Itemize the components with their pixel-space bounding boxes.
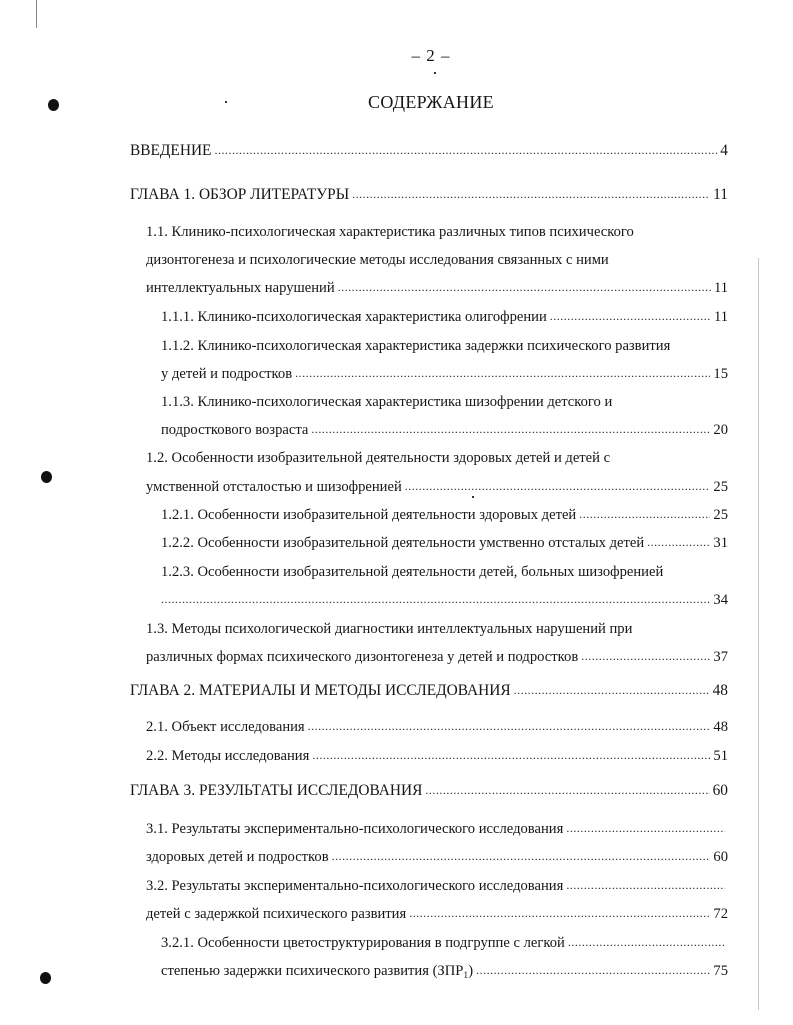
toc-page-number: 72 (713, 906, 728, 922)
toc-entry-label: 1.1.3. Клинико-психологическая характеристика шизофрении детского и (161, 394, 613, 410)
toc-entry-chapter-1[interactable] (130, 186, 728, 204)
closing-paren: ) (468, 963, 474, 979)
toc-page-number: 25 (713, 479, 728, 495)
toc-entry-label: 1.2.1. Особенности изобразительной деятельности здоровых детей (161, 507, 577, 523)
subscript-index: 1 (463, 970, 469, 981)
toc-entry-1-2-3-line-2[interactable] (161, 591, 728, 609)
toc-entry-label: 1.2.3. Особенности изобразительной деятельности детей, больных шизофренией (161, 564, 664, 580)
toc-entry-3-1-line-1[interactable] (146, 820, 728, 838)
toc-entry-1-1-line-3[interactable] (146, 279, 728, 297)
page-number: – 2 – (411, 46, 451, 65)
dot-leader (332, 847, 711, 865)
toc-entry-label: умственной отсталостью и шизофренией (146, 479, 402, 495)
dot-leader (550, 307, 711, 325)
dot-leader (352, 185, 710, 203)
toc-page-number: 60 (712, 782, 728, 799)
dot-leader (566, 876, 725, 894)
toc-entry-label: 1.2. Особенности изобразительной деятельности здоровых детей и детей с (146, 450, 611, 466)
toc-entry-1-1-3-line-1[interactable] (161, 393, 728, 411)
toc-entry-1-2-2[interactable] (161, 534, 728, 552)
toc-entry-2-2[interactable] (146, 747, 728, 765)
toc-entry-chapter-2[interactable] (130, 682, 728, 700)
toc-entry-1-3-line-2[interactable] (146, 648, 728, 666)
toc-entry-text: степенью задержки психического развития (ЗПР (161, 963, 464, 979)
dot-leader (338, 278, 711, 296)
punch-hole-mark (40, 972, 51, 984)
toc-entry-label: дизонтогенеза и психологические методы исследования связанных с ними (146, 252, 609, 268)
toc-entry-label: 1.3. Методы психологической диагностики интеллектуальных нарушений при (146, 621, 633, 637)
scan-edge-line (36, 0, 37, 28)
toc-entry-label: ВВЕДЕНИЕ (130, 142, 212, 159)
scan-edge-line (758, 258, 759, 1010)
punch-hole-mark (41, 471, 52, 483)
dot-leader (514, 681, 710, 699)
dot-leader (409, 904, 710, 922)
toc-entry-3-2-1-line-1[interactable] (161, 934, 728, 952)
dot-leader (312, 746, 710, 764)
toc-entry-label: интеллектуальных нарушений (146, 280, 335, 296)
toc-entry-1-1-2-line-2[interactable] (161, 365, 728, 383)
toc-entry-label: подросткового возраста (161, 422, 309, 438)
toc-entry-label: ГЛАВА 2. МАТЕРИАЛЫ И МЕТОДЫ ИССЛЕДОВАНИЯ (130, 682, 511, 699)
toc-entry-1-3-line-1[interactable] (146, 620, 728, 638)
toc-entry-label: 3.2.1. Особенности цветоструктурирования в подгруппе с легкой (161, 935, 565, 951)
toc-entry-1-1-1[interactable] (161, 308, 728, 326)
toc-entry-label: 2.2. Методы исследования (146, 748, 310, 764)
toc-entry-1-2-line-2[interactable] (146, 478, 728, 496)
toc-entry-label: у детей и подростков (161, 366, 293, 382)
toc-page-number: 11 (713, 186, 728, 203)
scan-speck (434, 72, 436, 74)
toc-entry-1-2-line-1[interactable] (146, 449, 728, 467)
page-title: СОДЕРЖАНИЕ (368, 92, 494, 112)
toc-entry-label: 1.2.2. Особенности изобразительной деятельности умственно отсталых детей (161, 535, 645, 551)
dot-leader (581, 647, 710, 665)
toc-entry-label: 3.1. Результаты экспериментально-психологического исследования (146, 821, 564, 837)
toc-entry-introduction[interactable] (130, 142, 728, 160)
toc-entry-label (161, 962, 473, 982)
toc-page-number: 60 (713, 849, 728, 865)
toc-entry-label: 2.1. Объект исследования (146, 719, 305, 735)
toc-page-number: 34 (713, 592, 728, 608)
toc-page-number: 31 (713, 535, 728, 551)
dot-leader (476, 961, 710, 979)
toc-entry-3-2-line-2[interactable] (146, 905, 728, 923)
toc-page-number: 4 (720, 142, 728, 159)
toc-entry-1-2-1[interactable] (161, 506, 728, 524)
toc-entry-label: различных формах психического дизонтогенеза у детей и подростков (146, 649, 579, 665)
toc-entry-3-2-1-line-2[interactable] (161, 962, 728, 980)
toc-entry-1-1-line-2[interactable] (146, 251, 728, 269)
scan-speck (472, 496, 474, 498)
toc-entry-3-2-line-1[interactable] (146, 877, 728, 895)
dot-leader (311, 420, 710, 438)
toc-entry-1-1-line-1[interactable] (146, 223, 728, 241)
toc-entry-label: ГЛАВА 3. РЕЗУЛЬТАТЫ ИССЛЕДОВАНИЯ (130, 782, 423, 799)
toc-entry-chapter-3[interactable] (130, 782, 728, 800)
dot-leader (647, 533, 710, 551)
toc-entry-3-1-line-2[interactable] (146, 848, 728, 866)
toc-entry-label: 3.2. Результаты экспериментально-психологического исследования (146, 878, 564, 894)
toc-entry-label: 1.1.2. Клинико-психологическая характеристика задержки психического развития (161, 338, 671, 354)
dot-leader (214, 141, 717, 159)
toc-page-number: 37 (713, 649, 728, 665)
toc-page-number: 15 (713, 366, 728, 382)
toc-entry-2-1[interactable] (146, 718, 728, 736)
dot-leader (566, 819, 725, 837)
toc-entry-1-2-3-line-1[interactable] (161, 563, 728, 581)
toc-entry-label: 1.1. Клинико-психологическая характеристика различных типов психического (146, 224, 634, 240)
dot-leader (425, 781, 709, 799)
toc-entry-1-1-3-line-2[interactable] (161, 421, 728, 439)
toc-entry-label: 1.1.1. Клинико-психологическая характеристика олигофрении (161, 309, 547, 325)
toc-page-number: 48 (712, 682, 728, 699)
toc-page-number: 51 (713, 748, 728, 764)
toc-page-number: 25 (713, 507, 728, 523)
dot-leader (308, 717, 711, 735)
toc-page-number: 75 (713, 963, 728, 979)
toc-page-number: 11 (713, 309, 728, 325)
dot-leader (579, 505, 710, 523)
dot-leader (405, 477, 711, 495)
toc-entry-label: здоровых детей и подростков (146, 849, 329, 865)
toc-page-number: 48 (713, 719, 728, 735)
dot-leader (161, 590, 710, 608)
toc-entry-label: ГЛАВА 1. ОБЗОР ЛИТЕРАТУРЫ (130, 186, 350, 203)
dot-leader (568, 933, 725, 951)
dot-leader (295, 364, 710, 382)
toc-page-number: 11 (713, 280, 728, 296)
toc-entry-1-1-2-line-1[interactable] (161, 337, 728, 355)
toc-entry-label: детей с задержкой психического развития (146, 906, 407, 922)
toc-page-number: 20 (713, 422, 728, 438)
